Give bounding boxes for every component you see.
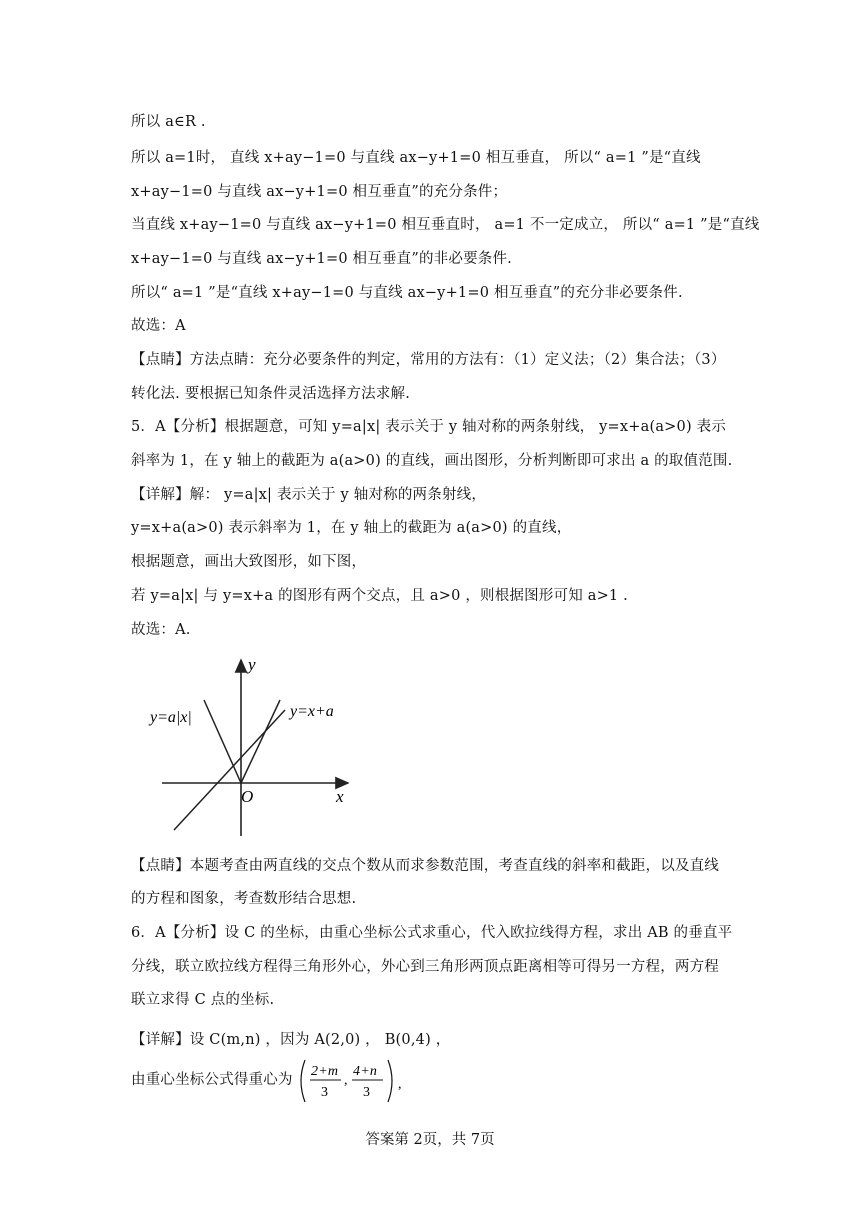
text-line: 若 y=a|x| 与 y=x+a 的图形有两个交点，且 a>0 ，则根据图形可知 a>1 .	[131, 588, 628, 604]
abs-left-ray	[204, 700, 241, 783]
text-line: 【点睛】方法点睛：充分必要条件的判定，常用的方法有：（1）定义法；（2）集合法；（3）	[131, 352, 726, 368]
line-curve-label: y=x+a	[290, 703, 334, 720]
graph-svg	[140, 650, 370, 840]
text-line: x+ay−1=0 与直线 ax−y+1=0 相互垂直”的非必要条件.	[131, 251, 512, 267]
text-line: 5．A【分析】根据题意，可知 y=a|x| 表示关于 y 轴对称的两条射线， y=x+a(a>0) 表示	[131, 419, 727, 435]
text-line: y=x+a(a>0) 表示斜率为 1，在 y 轴上的截距为 a(a>0) 的直线，	[131, 520, 572, 536]
fraction-num-2: 4+n	[353, 1064, 378, 1079]
text-line: 故选：A	[131, 318, 186, 334]
text-line: 根据题意，画出大致图形，如下图，	[131, 554, 367, 570]
text-line: 【点睛】本题考查由两直线的交点个数从而求参数范围，考查直线的斜率和截距，以及直线	[131, 858, 719, 874]
text-line: 联立求得 C 点的坐标.	[131, 992, 275, 1008]
y-axis-label: y	[248, 655, 256, 674]
fraction-den-2: 3	[363, 1085, 371, 1100]
line-x-plus-a	[174, 710, 285, 830]
text-line: 所以 a=1时， 直线 x+ay−1=0 与直线 ax−y+1=0 相互垂直， 所以“ a=1 ”是“直线	[131, 150, 701, 166]
svg-text:,: ,	[398, 1077, 402, 1092]
text-line: 所以“ a=1 ”是“直线 x+ay−1=0 与直线 ax−y+1=0 相互垂直”的充分非必要条件.	[131, 285, 683, 301]
text-line: 所以 a∈R .	[131, 114, 206, 130]
text-line: 斜率为 1，在 y 轴上的截距为 a(a>0) 的直线，画出图形，分析判断即可求出 a 的取值范围.	[131, 453, 733, 469]
centroid-fraction	[297, 1058, 427, 1104]
origin-label: O	[241, 787, 254, 806]
text-line: x+ay−1=0 与直线 ax−y+1=0 相互垂直”的充分条件；	[131, 184, 508, 200]
fraction-den-1: 3	[321, 1085, 329, 1100]
text-line: 【详解】解： y=a|x| 表示关于 y 轴对称的两条射线，	[131, 487, 487, 503]
text-line: 6．A【分析】设 C 的坐标，由重心坐标公式求重心，代入欧拉线得方程，求出 AB 的垂直平	[131, 925, 733, 941]
abs-right-ray	[241, 700, 280, 783]
text-line: 分线，联立欧拉线方程得三角形外心，外心到三角形两顶点距离相等可得另一方程，两方程	[131, 959, 719, 975]
text-line: 故选：A.	[131, 622, 191, 638]
page-footer: 答案第 2页，共 7页	[365, 1132, 495, 1148]
x-axis-label: x	[336, 787, 344, 806]
abs-curve-label: y=a|x|	[150, 709, 192, 726]
svg-text:,: ,	[344, 1073, 348, 1088]
fraction-num-1: 2+m	[311, 1064, 339, 1079]
centroid-prefix: 由重心坐标公式得重心为	[131, 1072, 293, 1088]
text-line: 【详解】设 C(m,n) ，因为 A(2,0) ， B(0,4) ，	[131, 1032, 451, 1048]
text-line: 转化法. 要根据已知条件灵活选择方法求解.	[131, 386, 411, 402]
text-line: 当直线 x+ay−1=0 与直线 ax−y+1=0 相互垂直时， a=1 不一定成立， 所以“ a=1 ”是“直线	[131, 217, 760, 233]
text-line: 的方程和图象，考查数形结合思想.	[131, 891, 357, 907]
graph-figure	[140, 650, 370, 840]
centroid-line	[131, 1064, 731, 1110]
